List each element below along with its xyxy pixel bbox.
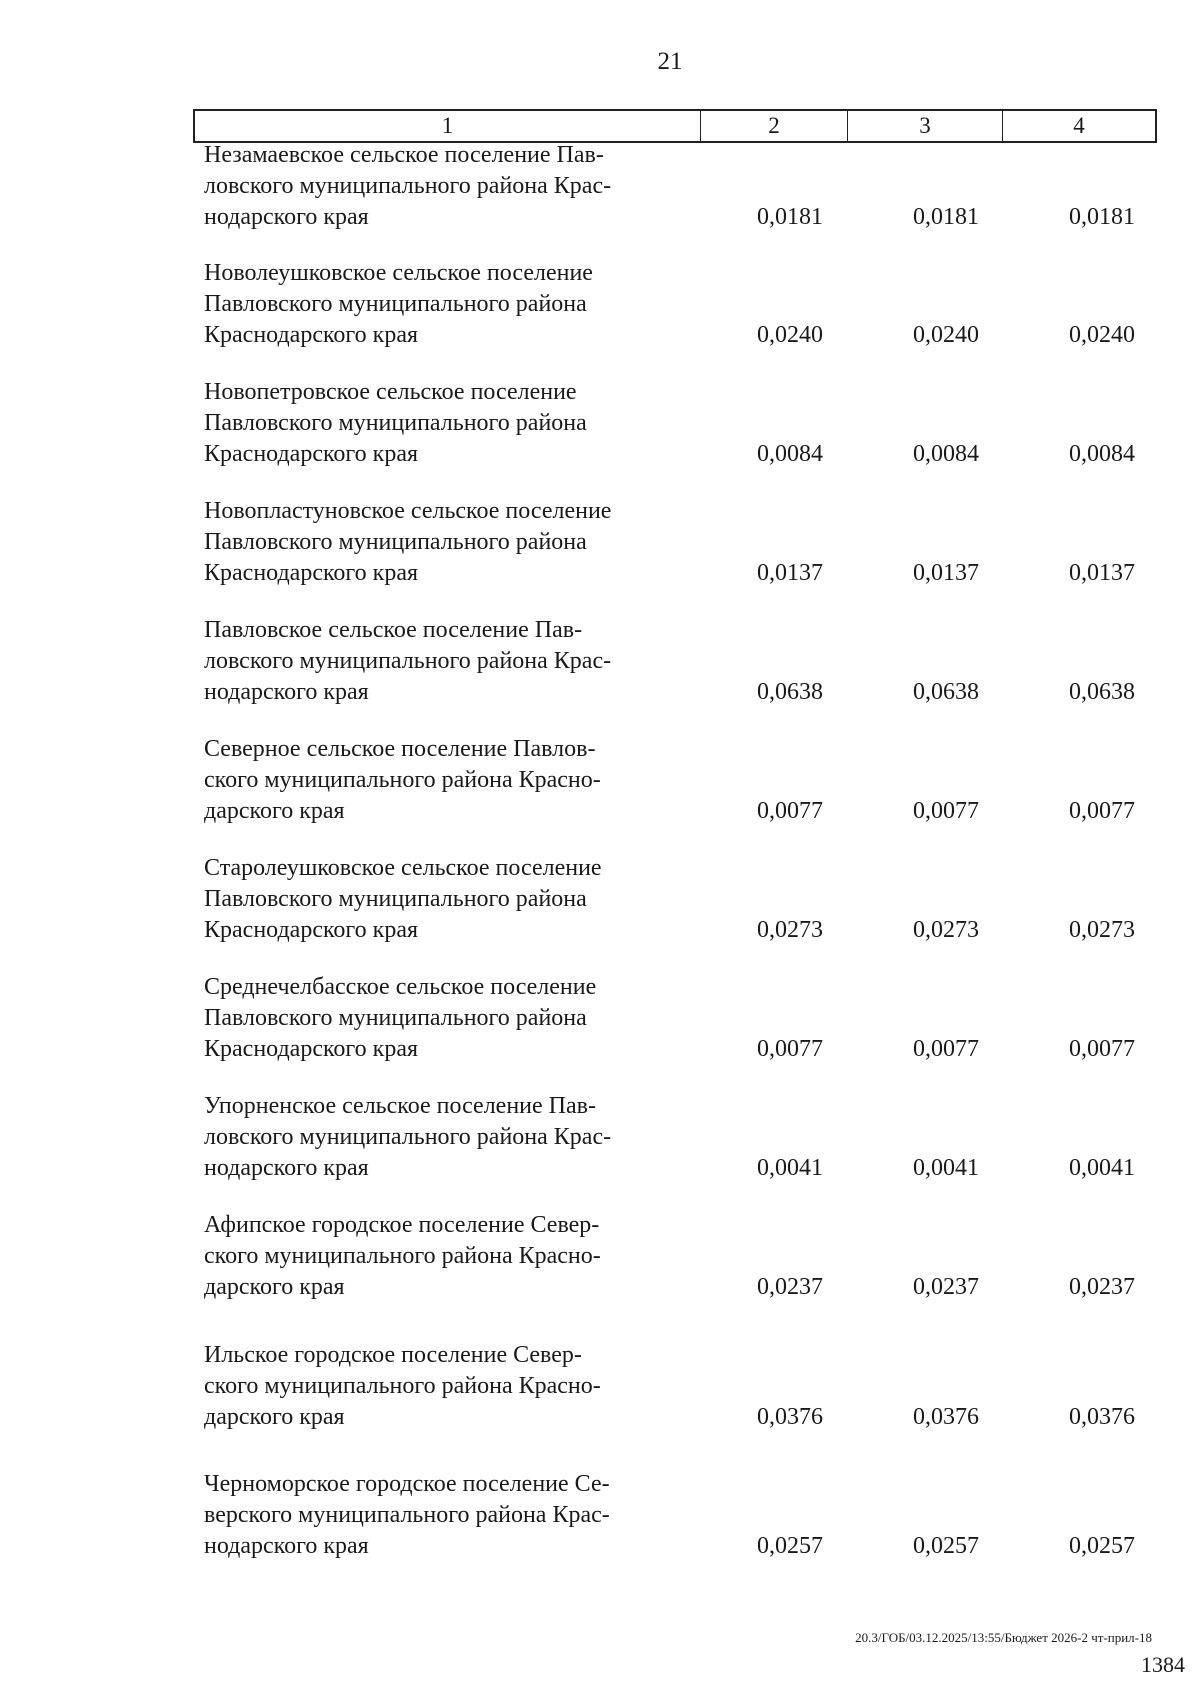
settlement-name: Афипское городское поселение Север- ского муниципального района Красно- дарского края: [204, 1212, 601, 1300]
settlement-name: Незамаевское сельское поселение Пав- ловского муниципального района Крас- нодарского края: [204, 142, 612, 230]
table-row: [0, 1091, 1200, 1191]
settlement-name: Черноморское городское поселение Се- верского муниципального района Крас- нодарского края: [204, 1471, 610, 1559]
value-cell-4: 0,0638: [1069, 679, 1135, 705]
value-cell-4: 0,0237: [1069, 1274, 1135, 1300]
table-row: [0, 377, 1200, 477]
document-code: 20.3/ГОБ/03.12.2025/13:55/Бюджет 2026-2 чт-прил-18: [855, 1630, 1152, 1645]
value-cell-3: 0,0084: [913, 441, 979, 467]
table-row: [0, 258, 1200, 358]
value-cell-2: 0,0077: [757, 1036, 823, 1062]
value-cell-3: 0,0638: [913, 679, 979, 705]
settlement-name: Павловское сельское поселение Пав- ловского муниципального района Крас- нодарского края: [204, 617, 612, 705]
value-cell-4: 0,0240: [1069, 322, 1135, 348]
table-row: [0, 972, 1200, 1072]
value-cell-2: 0,0041: [757, 1155, 823, 1181]
value-cell-3: 0,0077: [913, 798, 979, 824]
table-row: [0, 734, 1200, 834]
value-cell-4: 0,0273: [1069, 917, 1135, 943]
table-row: [0, 1210, 1200, 1310]
value-cell-3: 0,0181: [913, 204, 979, 230]
table-row: [0, 1340, 1200, 1440]
value-cell-3: 0,0240: [913, 322, 979, 348]
value-cell-4: 0,0376: [1069, 1404, 1135, 1430]
value-cell-4: 0,0137: [1069, 560, 1135, 586]
value-cell-3: 0,0137: [913, 560, 979, 586]
value-cell-4: 0,0077: [1069, 1036, 1135, 1062]
value-cell-2: 0,0638: [757, 679, 823, 705]
value-cell-3: 0,0237: [913, 1274, 979, 1300]
settlement-name: Новопластуновское сельское поселение Павловского муниципального района Краснодарского края: [204, 498, 612, 586]
value-cell-2: 0,0237: [757, 1274, 823, 1300]
value-cell-2: 0,0137: [757, 560, 823, 586]
value-cell-4: 0,0181: [1069, 204, 1135, 230]
settlement-name: Старолеушковское сельское поселение Павловского муниципального района Краснодарского края: [204, 855, 602, 943]
column-header-4: 4: [1073, 113, 1085, 138]
table-row: [0, 496, 1200, 596]
settlement-name: Северное сельское поселение Павлов- ского муниципального района Красно- дарского края: [204, 736, 601, 824]
value-cell-2: 0,0273: [757, 917, 823, 943]
value-cell-2: 0,0376: [757, 1404, 823, 1430]
value-cell-4: 0,0257: [1069, 1533, 1135, 1559]
value-cell-4: 0,0084: [1069, 441, 1135, 467]
value-cell-2: 0,0257: [757, 1533, 823, 1559]
value-cell-3: 0,0041: [913, 1155, 979, 1181]
value-cell-2: 0,0240: [757, 322, 823, 348]
column-header-2: 2: [701, 111, 848, 141]
page-number: 21: [657, 48, 683, 75]
table-row: [0, 140, 1200, 240]
settlement-name: Среднечелбасское сельское поселение Павловского муниципального района Краснодарского края: [204, 974, 597, 1062]
value-cell-2: 0,0181: [757, 204, 823, 230]
value-cell-3: 0,0077: [913, 1036, 979, 1062]
settlement-name: Новолеушковское сельское поселение Павловского муниципального района Краснодарского края: [204, 260, 593, 348]
table-row: [0, 615, 1200, 715]
value-cell-3: 0,0376: [913, 1404, 979, 1430]
table-row: [0, 1469, 1200, 1569]
value-cell-3: 0,0257: [913, 1533, 979, 1559]
sheet-number: 1384: [1141, 1652, 1185, 1677]
table-row: [0, 853, 1200, 953]
column-header-3: 3: [848, 111, 1003, 141]
value-cell-2: 0,0077: [757, 798, 823, 824]
settlement-name: Упорненское сельское поселение Пав- ловского муниципального района Крас- нодарского края: [204, 1093, 612, 1181]
column-header-1: 1: [195, 111, 701, 141]
value-cell-4: 0,0077: [1069, 798, 1135, 824]
value-cell-2: 0,0084: [757, 441, 823, 467]
settlement-name: Новопетровское сельское поселение Павловского муниципального района Краснодарского края: [204, 379, 587, 467]
value-cell-4: 0,0041: [1069, 1155, 1135, 1181]
settlement-name: Ильское городское поселение Север- ского муниципального района Красно- дарского края: [204, 1342, 601, 1430]
value-cell-3: 0,0273: [913, 917, 979, 943]
